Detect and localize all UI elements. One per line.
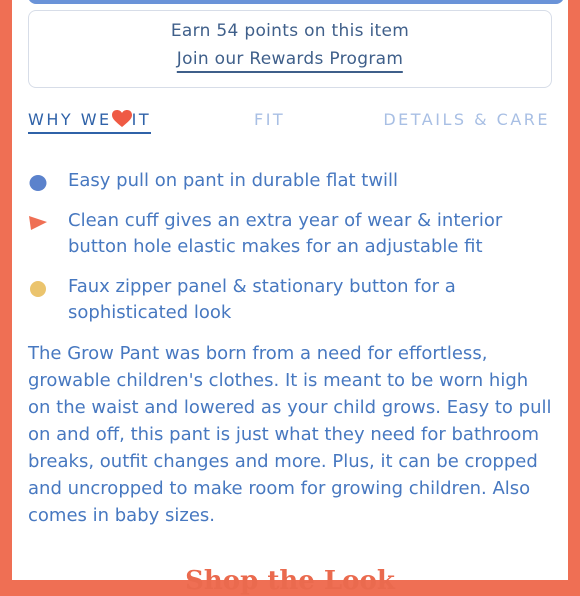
rewards-card	[28, 10, 552, 88]
tab-why-label-end: IT	[131, 110, 152, 129]
heart-icon	[112, 110, 132, 128]
feature-item	[28, 208, 550, 260]
tab-why-we-love-it[interactable]	[28, 110, 151, 134]
tab-why-label-start: WHY WE	[28, 110, 112, 129]
feature-text: Faux zipper panel & stationary button for a sophisticated look	[68, 276, 456, 323]
add-to-cart-button[interactable]	[28, 0, 564, 4]
feature-list	[28, 168, 550, 340]
product-details-panel	[12, 0, 568, 596]
feature-item	[28, 168, 550, 194]
feature-text: Clean cuff gives an extra year of wear & interior button hole elastic makes for an adjustable fit	[68, 210, 503, 257]
rewards-points-text: Earn 54 points on this item	[170, 21, 410, 41]
shop-the-look-heading: Shop the Look	[185, 566, 395, 596]
product-description: The Grow Pant was born from a need for effortless, growable children's clothes. It is meant to be worn high on the waist and lowered as your child grows. Easy to pull on and off, this pant is just what they need for bathroom breaks, outfit changes and more. Plus, it can be cropped and uncropped to make room for growing children. Also comes in baby sizes.	[28, 343, 552, 526]
product-info-tabs	[28, 108, 550, 138]
join-rewards-link[interactable]: Join our Rewards Program	[177, 49, 403, 73]
feature-text: Easy pull on pant in durable flat twill	[68, 170, 399, 191]
triangle-bullet-icon	[28, 214, 48, 232]
circle-bullet-icon	[28, 174, 48, 192]
tab-details-care[interactable]: DETAILS & CARE	[383, 110, 550, 129]
circle-bullet-icon	[28, 280, 48, 298]
tab-fit[interactable]: FIT	[254, 110, 286, 129]
feature-item	[28, 274, 550, 326]
